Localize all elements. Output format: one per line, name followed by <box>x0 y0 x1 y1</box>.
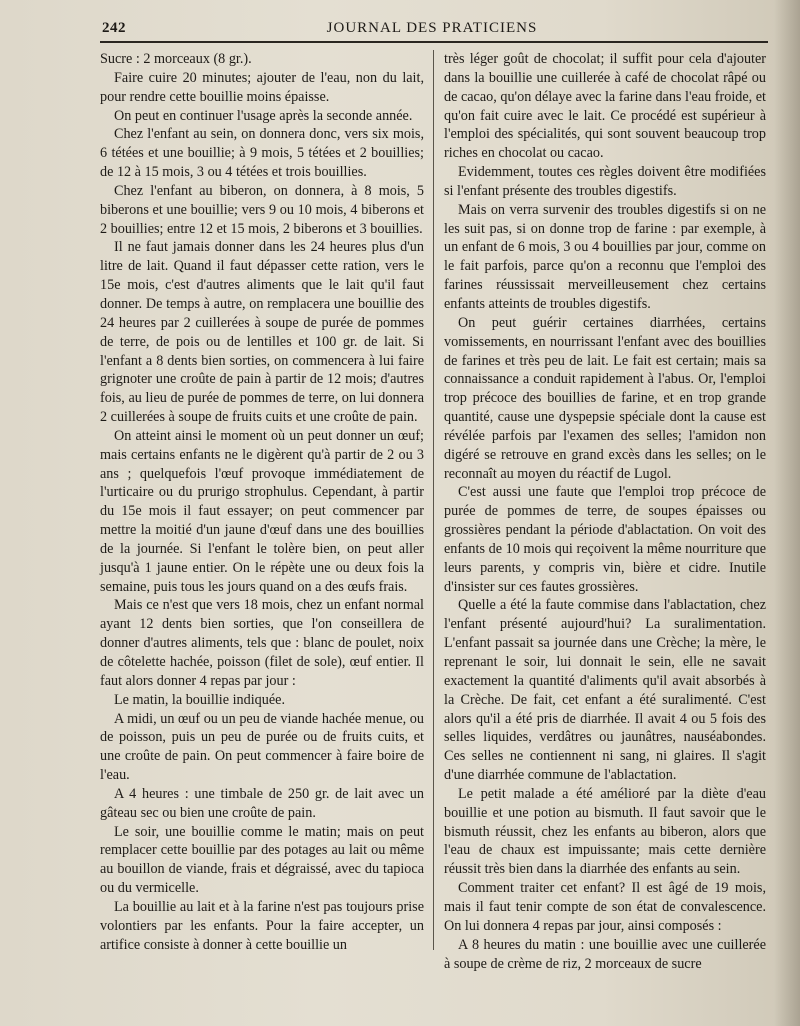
paragraph: Faire cuire 20 minutes; ajouter de l'eau, non du lait, pour rendre cette bouillie moins épaisse. <box>100 69 424 105</box>
page-header <box>102 18 762 40</box>
paragraph: A midi, un œuf ou un peu de viande hachée menue, ou de poisson, puis un peu de purée ou de fruits cuits, et une croûte de pain. On peut commencer à faire boire de l'eau. <box>100 710 424 784</box>
header-rule <box>100 41 768 43</box>
paragraph: On atteint ainsi le moment où un peut donner un œuf; mais certains enfants ne le digèrent qu'à partir de 2 ou 3 ans ; quelquefois l'œuf provoque immédiatement de l'urticaire ou du prurigo strophulus. Cependant, à partir du 15e mois il faut essayer; on peut commencer par mettre la moitié d'un jaune d'œuf dans une des bouillies de la journée. Si l'enfant le tolère bien, on peut aller jusqu'à 1 jaune entier. On le répète une ou deux fois la semaine, puis tous les jours quand on a des œufs frais. <box>100 427 424 595</box>
paragraph: Mais on verra survenir des troubles digestifs si on ne les suit pas, si on donne trop de farine : par exemple, à un enfant de 6 mois, 3 ou 4 bouillies par jour, comme on le fait parfois, parce qu'on a reconnu que l'emploi des farines réussissait merveilleusement chez certains enfants atteints de troubles digestifs. <box>444 201 766 312</box>
paragraph: Le petit malade a été amélioré par la diète d'eau bouillie et une potion au bismuth. Il faut savoir que le bismuth réussit, chez les enfants au biberon, alors que l'eau de chaux est impuissante; mais cette dernière réussit très bien dans la diarrhée des enfants au sein. <box>444 785 766 878</box>
paragraph: Chez l'enfant au sein, on donnera donc, vers six mois, 6 tétées et une bouillie; à 9 mois, 5 tétées et 2 bouillies; de 12 à 15 mois, 3 ou 4 tétées et trois bouillies. <box>100 126 424 181</box>
page-edge-shadow <box>774 0 800 1026</box>
paragraph: C'est aussi une faute que l'emploi trop précoce de purée de pommes de terre, de soupes épaisses ou grossières pendant la période d'ablactation. On voit des enfants de 10 mois qui reçoivent la même nourriture que leurs parents, y compris vin, bière et cidre. Inutile d'insister sur ces fautes grossières. <box>444 484 766 595</box>
journal-title: JOURNAL DES PRATICIENS <box>326 20 538 36</box>
right-column <box>444 50 766 973</box>
paragraph: Quelle a été la faute commise dans l'ablactation, chez l'enfant présenté aujourd'hui? La suralimentation. L'enfant passait sa journée dans une Crèche; la mère, le reprenant le soir, lui donnait le sein, elle ne savait exactement la quantité d'aliments qu'il avait absorbés à la Crèche. De fait, cet enfant a été suralimenté. C'est alors qu'il a été pris de diarrhée. Il avait 4 ou 5 fois des selles liquides, verdâtres ou jaunâtres, nauséabondes. Ces selles ne contiennent ni sang, ni glaires. Il s'agit d'une diarrhée commune de l'ablactation. <box>444 597 766 784</box>
left-column <box>100 50 424 955</box>
paragraph: Evidemment, toutes ces règles doivent être modifiées si l'enfant présente des troubles digestifs. <box>444 164 766 199</box>
paragraph: On peut guérir certaines diarrhées, certains vomissements, en nourrissant l'enfant avec des bouillies de farines et très peu de lait. Le fait est certain; mais sa connaissance a conduit rapidement à l'abus. Or, l'emploi trop précoce des bouillies de farine, et en trop grande quantité, cause une dyspepsie spéciale dont la cause est révélée parfois par l'examen des selles; l'amidon non digéré se retrouve en grand excès dans les selles; on le reconnaît au moyen du réactif de Lugol. <box>444 314 766 482</box>
paragraph: très léger goût de chocolat; il suffit pour cela d'ajouter dans la bouillie une cuillerée à café de chocolat râpé ou de cacao, qu'on délaye avec la farine dans l'eau froide, et qu'on fait cuire avec le lait. Ce procédé est supérieur à l'emploi des spécialités, qui sont souvent beaucoup trop riches en chocolat ou cacao. <box>444 51 766 162</box>
paragraph: Mais ce n'est que vers 18 mois, chez un enfant normal ayant 12 dents bien sorties, que l'on conseillera de donner d'autres aliments, tels que : blanc de poulet, noix de côtelette hachée, poisson (filet de sole), œuf entier. Il faut alors donner 4 repas par jour : <box>100 597 424 689</box>
paragraph: Comment traiter cet enfant? Il est âgé de 19 mois, mais il faut tenir compte de son état de convalescence. On lui donnera 4 repas par jour, ainsi composés : <box>444 880 766 934</box>
paragraph: La bouillie au lait et à la farine n'est pas toujours prise volontiers par les enfants. Pour la faire accepter, un artifice consiste à donner à cette bouillie un <box>100 898 424 953</box>
paragraph: Le soir, une bouillie comme le matin; mais on peut remplacer cette bouillie par des potages au lait ou même au bouillon de viande, frais et dégraissé, avec du tapioca ou du vermicelle. <box>100 823 424 897</box>
paragraph: On peut en continuer l'usage après la seconde année. <box>114 107 413 124</box>
paragraph: A 8 heures du matin : une bouillie avec une cuillerée à soupe de crème de riz, 2 morceaux de sucre <box>444 936 766 972</box>
paragraph: A 4 heures : une timbale de 250 gr. de lait avec un gâteau sec ou bien une croûte de pain. <box>100 785 424 821</box>
paragraph: Chez l'enfant au biberon, on donnera, à 8 mois, 5 biberons et une bouillie; vers 9 ou 10 mois, 4 biberons et 2 bouillies; entre 12 et 15 mois, 2 biberons et 3 bouillies. <box>100 182 424 237</box>
page-number: 242 <box>102 20 126 36</box>
paragraph: Sucre : 2 morceaux (8 gr.). <box>100 51 252 67</box>
paragraph: Il ne faut jamais donner dans les 24 heures plus d'un litre de lait. Quand il faut dépasser cette ration, vers le 15e mois, c'est d'autres aliments que le lait qu'il faut donner. De temps à autre, on remplacera une bouillie des 24 heures par 2 cuillerées à soupe de purée de pommes de terre, de pois ou de lentilles et 100 gr. de lait. Si l'enfant a 8 dents bien sorties, on commencera à lui faire grignoter une croûte de pain à partir de 12 mois; d'autres fois, au lieu de purée de pommes de terre, on lui donnera 2 cuillerées à soupe de fruits cuits et une croûte de pain. <box>100 239 424 426</box>
column-divider <box>433 50 434 950</box>
paragraph: Le matin, la bouillie indiquée. <box>114 691 285 708</box>
